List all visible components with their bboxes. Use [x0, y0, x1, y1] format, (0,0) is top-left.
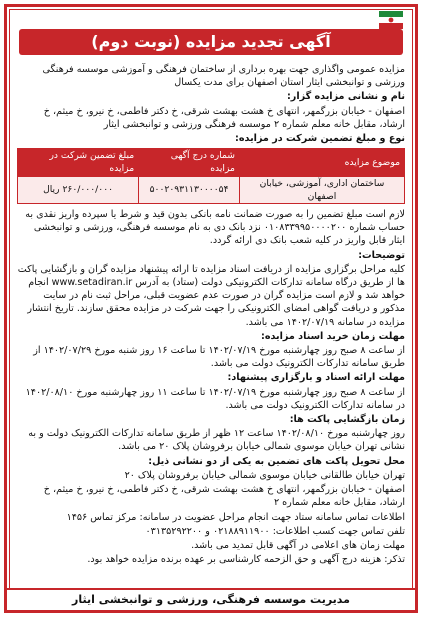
col-guarantee-header: مبلغ تضمین شرکت در مزایده: [18, 149, 139, 176]
col-number-header: شماره درج آگهی مزایده: [139, 149, 240, 176]
auction-table: [17, 148, 405, 204]
intro-paragraph: مزایده عمومی واگذاری جهت بهره برداری از ساختمان فرهنگی و آموزشی موسسه فرهنگی ورزشی و توانبخشی ایثار استان اصفهان برای مدت یکسال: [42, 64, 405, 89]
iran-emblem-icon: [379, 11, 403, 29]
delivery-address-isfahan: اصفهان - خیابان بزرگمهر، انتهای خ هشت بهشت شرقی، خ دکتر فاطمی، خ نیرو، خ میثم، خ ارشاد، مقابل خانه معلم شماره ۲: [43, 484, 405, 509]
col-subject-header: موضوع مزایده: [239, 149, 404, 176]
opening-paragraph: روز چهارشنبه مورخ ۱۴۰۲/۰۸/۱۰ ساعت ۱۲ ظهر از طریق سامانه تدارکات الکترونیک دولت و به نشانی تهران خیابان موسوی شمالی خیابان برفروشان پلاک ۲۰ می باشد.: [28, 428, 405, 453]
page-title: آگهی تجدید مزایده (نوبت دوم): [91, 32, 331, 51]
delivery-heading: محل تحویل پاکت های تضمین به یکی از دو نشانی ذیل:: [148, 455, 405, 467]
table-row: [18, 176, 405, 203]
advertisement-page: [4, 4, 418, 613]
purchase-paragraph: از ساعت ۸ صبح روز چهارشنبه مورخ ۱۴۰۲/۰۷/۱۹ تا ساعت ۱۶ روز شنبه مورخ ۱۴۰۲/۰۷/۲۹ از طریق سامانه تدارکات الکترونیک دولت می باشد.: [33, 345, 405, 370]
organizer-heading: نام و نشانی مزایده گزار:: [286, 91, 405, 103]
notes-heading: توضیحات:: [358, 249, 405, 261]
title-band: [19, 29, 403, 55]
delivery-address-tehran: تهران خیابان طالقانی خیابان موسوی شمالی خیابان برفروشان پلاک ۲۰: [124, 469, 405, 481]
guarantee-paragraph: لازم است مبلغ تضمین را به صورت ضمانت نامه بانکی بدون قید و شرط یا سپرده واریز نقدی به حساب شماره ۰۱۰۸۳۳۹۹۵۰۰۰۰۲۰۰ نزد بانک دی به نام موسسه فرهنگی، ورزشی و توانبخشی ایثار قابل واریز در کلیه شعب بانک دی ارائه گردد.: [25, 209, 405, 247]
submission-heading: مهلت ارائه اسناد و بارگزاری پیشنهاد:: [227, 372, 405, 384]
notes-paragraph: کلیه مراحل برگزاری مزایده از دریافت اسناد مزایده تا ارائه پیشنهاد مزایده گران و بازگشایی پاکت ها از طریق درگاه سامانه تدارکات الکترونیکی دولت (ستاد) به آدرس www.setadiran.ir انجام خواهد شد و لازم است مزایده گران در صورت عدم عضویت قبلی، مراحل ثبت نام در سایت مذکور و دریافت گواهی امضای الکترونیکی را جهت شرکت در مزایده محقق سازند. تاریخ انتشار مزایده در سامانه ۱۴۰۲/۰۷/۱۹ می باشد.: [17, 263, 405, 328]
notice-body: [17, 63, 405, 567]
submission-paragraph: از ساعت ۸ صبح روز چهارشنبه مورخ ۱۴۰۲/۰۷/۱۹ تا ساعت ۱۱ روز چهارشنبه مورخ ۱۴۰۲/۰۸/۱۰ در سامانه تدارکات الکترونیک دولت می باشد.: [25, 386, 405, 411]
opening-heading: زمان بازگشایی پاکت ها:: [289, 414, 405, 426]
cell-number: ۵۰۰۲۰۹۳۱۱۳۰۰۰۰۵۴: [139, 176, 240, 203]
contact-setad: اطلاعات تماس سامانه ستاد جهت انجام مراحل عضویت در سامانه: مرکز تماس ۱۴۵۶: [66, 511, 405, 523]
table-header-row: [18, 149, 405, 176]
extension-note: مهلت زمان های اعلامی در آگهی قابل تمدید می باشد.: [191, 539, 405, 551]
guarantee-heading: نوع و مبلغ تضمین شرکت در مزایده:: [235, 133, 405, 145]
cost-note: تذکر: هزینه درج آگهی و حق الزحمه کارشناسی بر عهده برنده مزایده خواهد بود.: [87, 554, 405, 566]
cell-subject: ساختمان اداری، آموزشی، خیابان اصفهان: [239, 176, 404, 203]
cell-guarantee: ۲۶۰/۰۰۰/۰۰۰ ریال: [18, 176, 139, 203]
contact-phone: تلفن تماس جهت کسب اطلاعات: ۰۲۱۸۸۹۱۱۹۰۰ و ۰۳۱۳۵۲۹۲۲۰۰: [145, 525, 405, 537]
organizer-address: اصفهان - خیابان بزرگمهر، انتهای خ هشت بهشت شرقی، خ دکتر فاطمی، خ نیرو، خ میثم، خ ارشاد، مقابل خانه معلم شماره ۲ موسسه فرهنگی ورزشی و توانبخشی ایثار: [43, 105, 405, 130]
footer-signature: مدیریت موسسه فرهنگی، ورزشی و توانبخشی ایثار: [7, 588, 415, 610]
purchase-heading: مهلت زمان خرید اسناد مزایده:: [261, 330, 405, 342]
